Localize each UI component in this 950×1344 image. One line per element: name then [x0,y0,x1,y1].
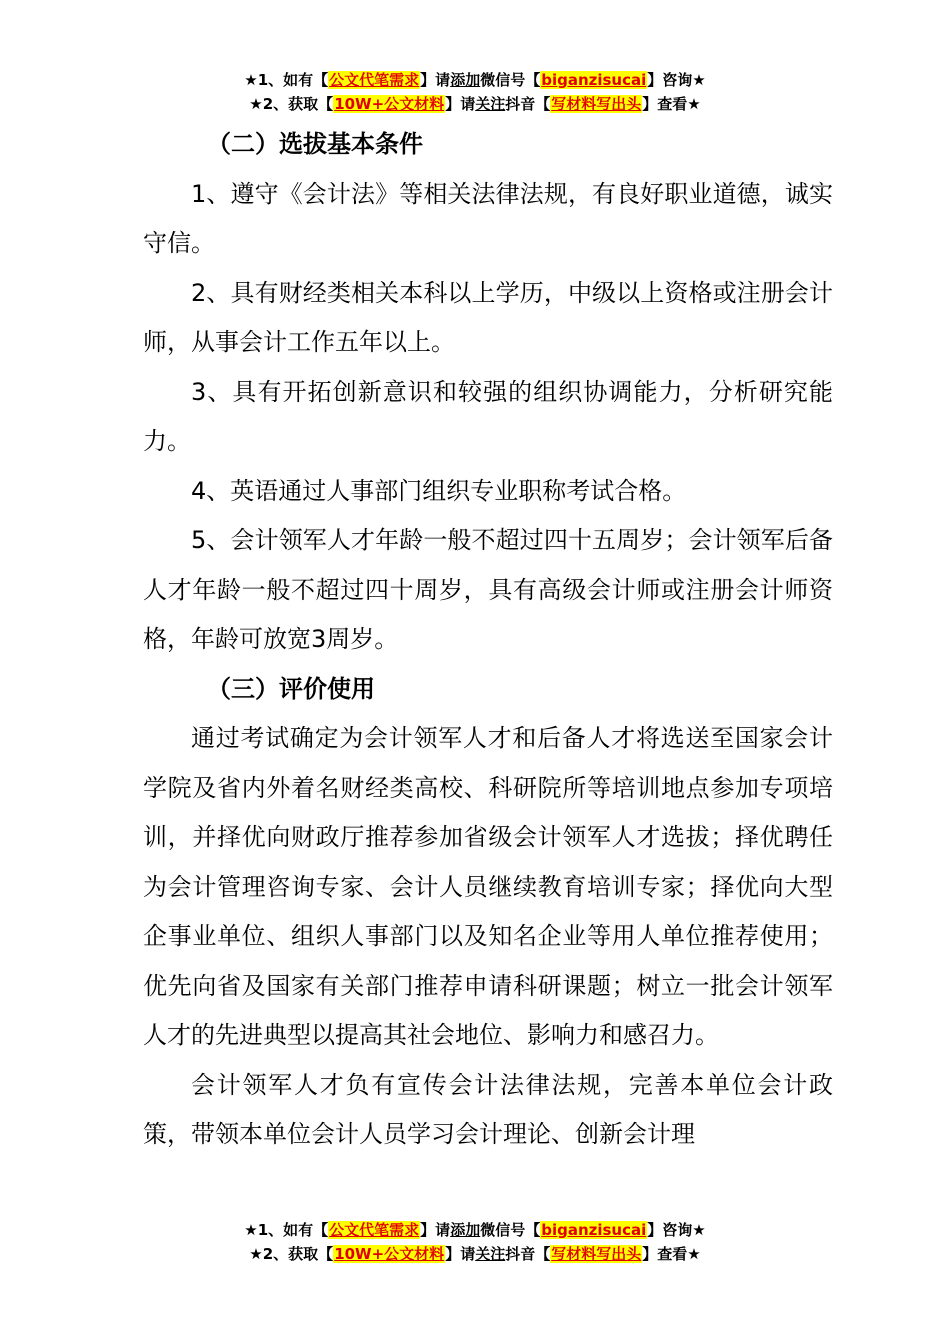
paragraph-criterion-5: 5、会计领军人才年龄一般不超过四十五周岁；会计领军后备人才年龄一般不超过四十周岁，具有高级会计师或注册会计师资格，年龄可放宽3周岁。 [143,526,833,653]
footer-line-1: ★1、如有【公文代笔需求】请添加微信号【biganzisucai】咨询★ [244,1221,706,1239]
paragraph-criterion-2: 2、具有财经类相关本科以上学历，中级以上资格或注册会计师，从事会计工作五年以上。 [143,278,833,356]
banner-highlight-service: 公文代笔需求 [329,71,420,89]
footer-line-2: ★2、获取【10W+公文材料】请关注抖音【写材料写出头】查看★ [249,1245,701,1263]
banner-line-1: ★1、如有【公文代笔需求】请添加微信号【biganzisucai】咨询★ [244,71,706,89]
footer-highlight-service: 公文代笔需求 [329,1221,420,1239]
banner-highlight-materials: 10W+公文材料 [334,95,445,113]
footer-highlight-materials: 10W+公文材料 [334,1245,445,1263]
paragraph-criterion-4: 4、英语通过人事部门组织专业职称考试合格。 [191,476,687,505]
banner-highlight-wechat: biganzisucai [541,71,647,89]
paragraph-criterion-3: 3、具有开拓创新意识和较强的组织协调能力，分析研究能力。 [143,377,833,455]
footer-highlight-wechat: biganzisucai [541,1221,647,1239]
paragraph-criterion-1: 1、遵守《会计法》等相关法律法规，有良好职业道德，诚实守信。 [143,179,833,257]
paragraph-evaluation: 通过考试确定为会计领军人才和后备人才将选送至国家会计学院及省内外着名财经类高校、科研院所等培训地点参加专项培训，并择优向财政厅推荐参加省级会计领军人才选拔；择优聘任为会计管理咨询专家、会计人员继续教育培训专家；择优向大型企事业单位、组织人事部门以及知名企业等用人单位推荐使用；优先向省及国家有关部门推荐申请科研课题；树立一批会计领军人才的先进典型以提高其社会地位、影响力和感召力。 [143,724,833,1049]
footer-banner [0,1218,950,1266]
section-heading-evaluation: （三）评价使用 [207,674,375,703]
banner-line-2: ★2、获取【10W+公文材料】请关注抖音【写材料写出头】查看★ [249,95,701,113]
paragraph-responsibilities: 会计领军人才负有宣传会计法律法规，完善本单位会计政策，带领本单位会计人员学习会计理论、创新会计理 [143,1070,833,1148]
section-heading-selection-criteria: （二）选拔基本条件 [207,130,423,158]
document-body [143,120,833,1160]
header-banner [0,68,950,116]
footer-highlight-douyin: 写材料写出头 [551,1245,642,1263]
banner-highlight-douyin: 写材料写出头 [551,95,642,113]
